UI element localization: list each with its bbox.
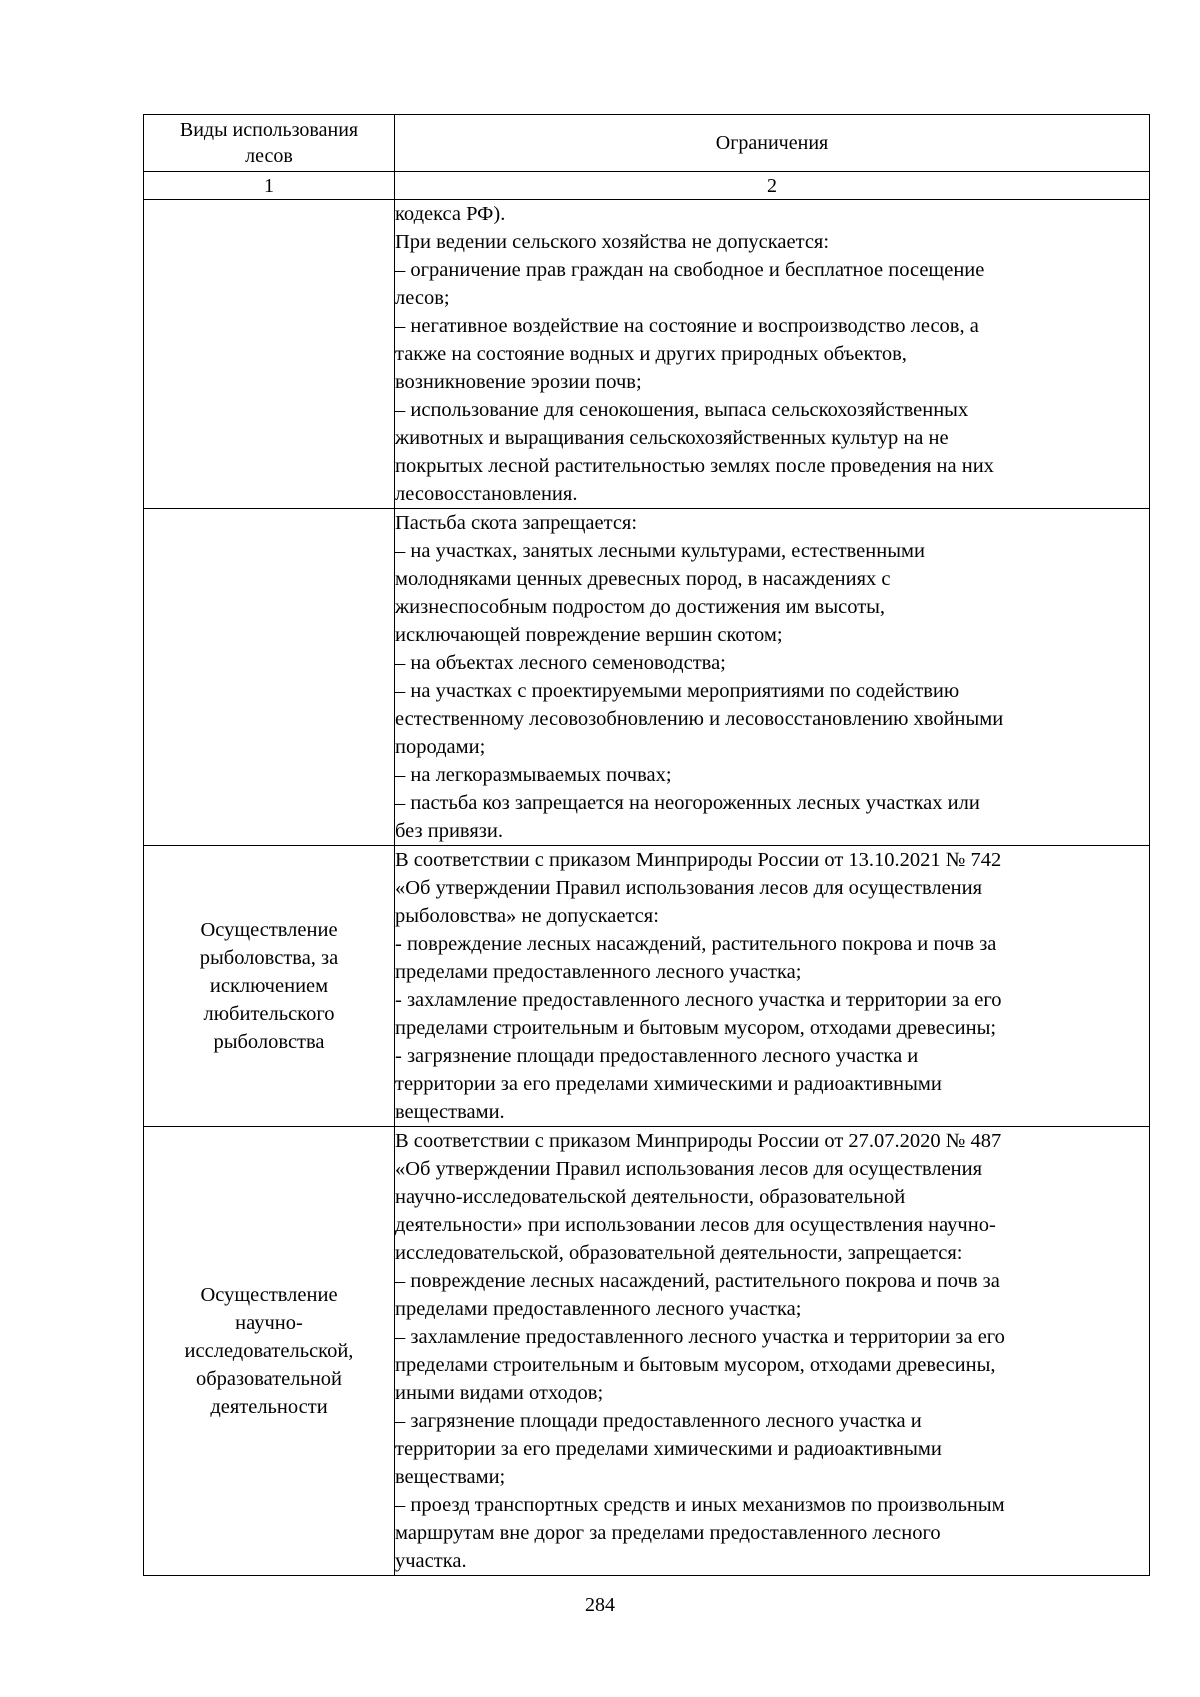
use-type-line: исключением [209, 975, 329, 997]
restriction-line: При ведении сельского хозяйства не допускается: [395, 231, 830, 253]
restriction-line: кодекса РФ). [395, 203, 506, 225]
restriction-line: веществами. [395, 1101, 505, 1123]
column-number-2: 2 [395, 172, 1150, 200]
use-type-line: научно- [235, 1312, 303, 1334]
restriction-line: – на легкоразмываемых почвах; [395, 764, 672, 786]
restrictions-table [143, 114, 1150, 1576]
restriction-line: молодняками ценных древесных пород, в насаждениях с [395, 568, 891, 590]
row-use-type-cell [144, 509, 395, 846]
header-col1-line1: Виды использования [179, 119, 359, 141]
use-type-line: исследовательской, [184, 1340, 354, 1362]
restriction-line: покрытых лесной растительностью землях после проведения на них [395, 455, 994, 477]
restriction-line: «Об утверждении Правил использования лесов для осуществления [395, 877, 983, 899]
restriction-line: естественному лесовозобновлению и лесовосстановлению хвойными [395, 708, 1004, 730]
restriction-line: - повреждение лесных насаждений, растительного покрова и почв за [395, 933, 997, 955]
table-row [144, 1127, 1150, 1576]
restriction-line: научно-исследовательской деятельности, образовательной [395, 1186, 906, 1208]
row-use-type-cell [144, 846, 395, 1127]
use-type-line: рыболовства [213, 1031, 325, 1053]
restriction-line: - захламление предоставленного лесного участка и территории за его [395, 989, 1002, 1011]
restriction-line: пределами предоставленного лесного участка; [395, 1298, 802, 1320]
restriction-line: В соответствии с приказом Минприроды России от 27.07.2020 № 487 [395, 1130, 1002, 1152]
row-use-type-cell [144, 200, 395, 509]
table-header-row [144, 115, 1150, 172]
restriction-line: – захламление предоставленного лесного участка и территории за его [395, 1326, 1005, 1348]
restriction-line: территории за его пределами химическими и радиоактивными [395, 1438, 942, 1460]
header-forest-use-types [144, 115, 395, 172]
use-type-line: любительского [203, 1003, 335, 1025]
use-type-line: Осуществление [200, 1284, 338, 1306]
use-type-line: деятельности [210, 1396, 328, 1418]
row-restrictions-cell [395, 1127, 1150, 1576]
restriction-line: деятельности» при использовании лесов для осуществления научно- [395, 1214, 996, 1236]
header-restrictions: Ограничения [395, 115, 1150, 172]
restriction-line: – негативное воздействие на состояние и воспроизводство лесов, а [395, 315, 979, 337]
restriction-line: иными видами отходов; [395, 1382, 604, 1404]
restriction-line: участка. [395, 1550, 467, 1572]
restriction-line: породами; [395, 736, 486, 758]
restriction-line: – на участках с проектируемыми мероприятиями по содействию [395, 680, 960, 702]
row-restrictions-cell [395, 846, 1150, 1127]
restriction-line: пределами строительным и бытовым мусором, отходами древесины, [395, 1354, 996, 1376]
restriction-line: животных и выращивания сельскохозяйственных культур на не [395, 427, 949, 449]
restriction-line: территории за его пределами химическими и радиоактивными [395, 1073, 942, 1095]
restriction-line: «Об утверждении Правил использования лесов для осуществления [395, 1158, 983, 1180]
row-restrictions-cell [395, 200, 1150, 509]
restriction-line: – загрязнение площади предоставленного лесного участка и [395, 1410, 922, 1432]
table-row [144, 846, 1150, 1127]
restriction-line: лесов; [395, 287, 450, 309]
restriction-line: Пастьба скота запрещается: [395, 512, 638, 534]
row-restrictions-cell [395, 509, 1150, 846]
page-number: 284 [585, 1594, 615, 1616]
restriction-line: - загрязнение площади предоставленного лесного участка и [395, 1045, 919, 1067]
column-number-1: 1 [144, 172, 395, 200]
restriction-line: – использование для сенокошения, выпаса сельскохозяйственных [395, 399, 969, 421]
restriction-line: также на состояние водных и других природных объектов, [395, 343, 907, 365]
use-type-line: рыболовства, за [199, 947, 339, 969]
restriction-line: В соответствии с приказом Минприроды России от 13.10.2021 № 742 [395, 849, 1002, 871]
restriction-line: лесовосстановления. [395, 483, 578, 505]
restriction-line: – пастьба коз запрещается на неогороженных лесных участках или [395, 792, 980, 814]
header-col1-line2: лесов [245, 145, 293, 167]
restriction-line: без привязи. [395, 820, 503, 842]
table-row [144, 200, 1150, 509]
row-use-type-cell [144, 1127, 395, 1576]
restriction-line: – на объектах лесного семеноводства; [395, 652, 726, 674]
restriction-line: маршрутам вне дорог за пределами предоставленного лесного [395, 1522, 941, 1544]
restriction-line: пределами предоставленного лесного участка; [395, 961, 802, 983]
use-type-line: Осуществление [200, 919, 338, 941]
restriction-line: – ограничение прав граждан на свободное и бесплатное посещение [395, 259, 985, 281]
use-type-line: образовательной [195, 1368, 343, 1390]
restriction-line: рыболовства» не допускается: [395, 905, 659, 927]
restriction-line: исследовательской, образовательной деятельности, запрещается: [395, 1242, 963, 1264]
restriction-line: веществами; [395, 1466, 506, 1488]
restriction-line: жизнеспособным подростом до достижения им высоты, [395, 596, 886, 618]
restriction-line: – проезд транспортных средств и иных механизмов по произвольным [395, 1494, 1005, 1516]
table-row [144, 509, 1150, 846]
restriction-line: пределами строительным и бытовым мусором, отходами древесины; [395, 1017, 997, 1039]
restriction-line: возникновение эрозии почв; [395, 371, 642, 393]
restriction-line: исключающей повреждение вершин скотом; [395, 624, 783, 646]
restriction-line: – повреждение лесных насаждений, растительного покрова и почв за [395, 1270, 1000, 1292]
column-number-row [144, 172, 1150, 200]
restriction-line: – на участках, занятых лесными культурами, естественными [395, 540, 925, 562]
